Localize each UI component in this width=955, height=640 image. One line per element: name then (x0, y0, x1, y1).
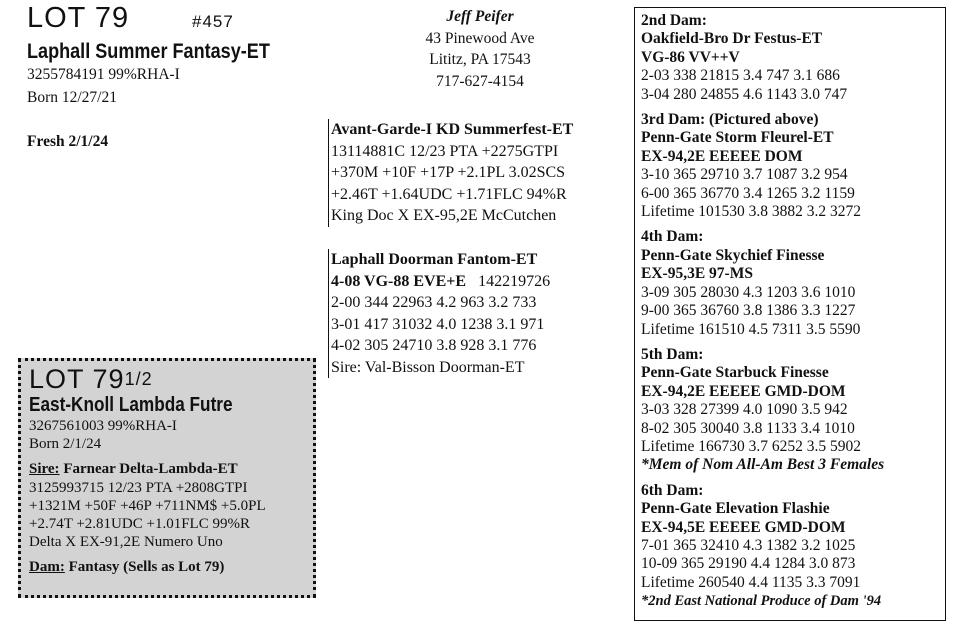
lot2-sire-label: Sire: (29, 461, 60, 478)
ancestor-name: Oakfield-Bro Dr Festus-ET (641, 30, 823, 48)
ancestor-note: *Mem of Nom All-Am Best 3 Females (641, 456, 885, 474)
ancestor-name: Penn-Gate Skychief Finesse (641, 246, 825, 264)
pedigree-box (634, 7, 946, 621)
ancestor-record: 3-10 365 29710 3.7 1087 3.2 954 (641, 166, 848, 184)
sire-block (328, 119, 573, 227)
lot-79-half-box (18, 358, 316, 598)
sire-line: 13114881C 12/23 PTA +2275GTPI (331, 142, 559, 160)
consignor-address: 43 Pinewood Ave (425, 29, 535, 47)
lot2-born-date: Born 2/1/24 (29, 436, 102, 453)
lot-number: #457 (192, 12, 234, 31)
sire-line: King Doc X EX-95,2E McCutchen (331, 207, 557, 224)
ancestor-4th-dam (641, 228, 945, 338)
ancestor-record: Lifetime 161510 4.5 7311 3.5 5590 (641, 320, 861, 338)
ancestor-record: 8-02 305 30040 3.8 1133 3.4 1010 (641, 419, 855, 437)
ancestor-label: 4th Dam: (641, 228, 704, 246)
ancestor-label: 5th Dam: (641, 345, 704, 363)
ancestor-class: EX-94,5E EEEEE GMD-DOM (641, 518, 846, 536)
lot2-title-text: LOT 79 (29, 364, 125, 394)
ancestor-name: Penn-Gate Starbuck Finesse (641, 364, 829, 382)
lot2-sire-heading (29, 460, 313, 478)
ancestor-record: Lifetime 260540 4.4 1135 3.3 7091 (641, 573, 861, 591)
consignor-block (405, 6, 555, 92)
dam-registration: 142219726 (478, 272, 551, 290)
ancestor-note: *2nd East National Produce of Dam '94 (641, 593, 882, 610)
ancestor-record: 7-01 365 32410 4.3 1382 3.2 1025 (641, 536, 856, 554)
lot2-dam-label: Dam: (29, 559, 65, 576)
lot2-sire-name: Farnear Delta-Lambda-ET (63, 461, 238, 478)
ancestor-record: 2-03 338 21815 3.4 747 3.1 686 (641, 67, 840, 85)
consignor-name: Jeff Peifer (446, 8, 514, 25)
lot2-registration: 3267561003 99%RHA-I (29, 418, 177, 434)
lot2-title (29, 365, 313, 393)
ancestor-label: 2nd Dam: (641, 12, 707, 29)
lot2-sire-line: Delta X EX-91,2E Numero Uno (29, 534, 223, 551)
dam-class: 4-08 VG-88 EVE+E (331, 272, 467, 290)
dam-block (328, 249, 550, 378)
ancestor-name: Penn-Gate Elevation Flashie (641, 500, 830, 518)
ancestor-label: 6th Dam: (641, 481, 704, 499)
ancestor-record: 9-00 365 36760 3.8 1386 3.3 1227 (641, 302, 856, 320)
ancestor-class: EX-94,2E EEEEE GMD-DOM (641, 382, 846, 400)
ancestor-record: 3-03 328 27399 4.0 1090 3.5 942 (641, 401, 848, 419)
ancestor-record: 6-00 365 36770 3.4 1265 3.2 1159 (641, 184, 855, 202)
ancestor-5th-dam (641, 346, 945, 475)
ancestor-class: VG-86 VV++V (641, 48, 740, 66)
ancestor-record: 10-09 365 29190 4.4 1284 3.0 873 (641, 555, 856, 573)
lot2-sire-line: +2.74T +2.81UDC +1.01FLC 99%R (29, 516, 250, 533)
cow-name: Laphall Summer Fantasy-ET (27, 40, 270, 63)
ancestor-record: 3-04 280 24855 4.6 1143 3.0 747 (641, 85, 848, 103)
ancestor-class: EX-94,2E EEEEE DOM (641, 147, 803, 165)
ancestor-record: 3-09 305 28030 4.3 1203 3.6 1010 (641, 283, 856, 301)
dam-record: 3-01 417 31032 4.0 1238 3.1 971 (331, 315, 545, 333)
lot-title: LOT 79 (27, 2, 130, 34)
dam-class-line (331, 271, 550, 293)
ancestor-record: Lifetime 166730 3.7 6252 3.5 5902 (641, 437, 861, 455)
lot2-sire-line: 3125993715 12/23 PTA +2808GTPI (29, 479, 248, 496)
ancestor-record: Lifetime 101530 3.8 3882 3.2 3272 (641, 203, 861, 221)
ancestor-6th-dam (641, 482, 945, 611)
ancestor-class: EX-95,3E 97-MS (641, 265, 753, 283)
sire-name: Avant-Garde-I KD Summerfest-ET (331, 121, 574, 138)
lot2-sire-line: +1321M +50F +46P +711NM$ +5.0PL (29, 497, 266, 514)
dam-record: 2-00 344 22963 4.2 963 3.2 733 (331, 294, 537, 311)
ancestor-label: 3rd Dam: (Pictured above) (641, 111, 819, 129)
ancestor-2nd-dam (641, 12, 945, 104)
lot2-dam-text: Fantasy (Sells as Lot 79) (68, 559, 225, 576)
consignor-city: Lititz, PA 17543 (429, 51, 531, 68)
consignor-phone: 717-627-4154 (436, 72, 524, 90)
dam-name: Laphall Doorman Fantom-ET (331, 251, 538, 268)
dam-sire: Sire: Val-Bisson Doorman-ET (331, 358, 525, 376)
fresh-date: Fresh 2/1/24 (27, 133, 109, 150)
lot2-cow-name: East-Knoll Lambda Futre (29, 394, 233, 416)
ancestor-3rd-dam (641, 111, 945, 221)
dam-record: 4-02 305 24710 3.8 928 3.1 776 (331, 337, 537, 354)
cow-born-date: Born 12/27/21 (27, 89, 117, 106)
lot2-fraction: 1/2 (124, 369, 153, 389)
lot2-dam-heading (29, 558, 313, 576)
ancestor-name: Penn-Gate Storm Fleurel-ET (641, 129, 834, 147)
sire-line: +2.46T +1.64UDC +1.71FLC 94%R (331, 185, 567, 203)
cow-registration: 3255784191 99%RHA-I (27, 66, 180, 83)
sire-line: +370M +10F +17P +2.1PL 3.02SCS (331, 164, 566, 181)
